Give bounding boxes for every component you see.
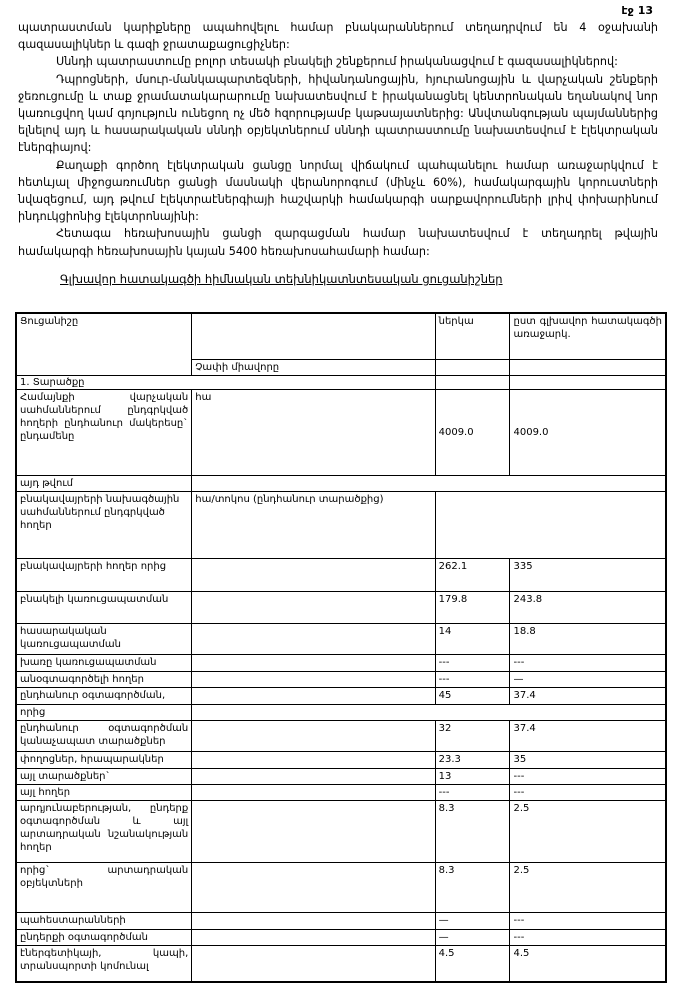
row-proposed: --- bbox=[510, 929, 666, 945]
row-proposed: 37.4 bbox=[510, 720, 666, 751]
table-row bbox=[16, 912, 666, 929]
paragraph: Սննդի պատրաստումը բոլոր տեսակի բնակելի շենքերում իրականացվում է գազասալիկներով: bbox=[56, 55, 618, 69]
header-unit: Չափի միավորը bbox=[192, 359, 435, 375]
row-label: պահեստարանների bbox=[16, 912, 192, 929]
paragraph: Հետագա հեռախոսային ցանցի զարգացման համար նախատեսվում է տեղադրել թվային համակարգի հեռախոսային կայան 5400 հեռախոսահամարի համար: bbox=[18, 227, 658, 258]
row-label: այդ թվում bbox=[16, 475, 192, 491]
row-current: 32 bbox=[435, 720, 510, 751]
table-row bbox=[16, 768, 666, 784]
row-unit bbox=[192, 862, 435, 912]
table-row bbox=[16, 800, 666, 862]
row-proposed: --- bbox=[510, 654, 666, 671]
section-title: 1. Տարածքը bbox=[16, 375, 435, 389]
row-current: 13 bbox=[435, 768, 510, 784]
header-current: ներկա bbox=[435, 313, 510, 359]
row-label: ընդհանուր օգտագործման կանաչապատ տարածքներ bbox=[16, 720, 192, 751]
row-label: այլ տարածքներ` bbox=[16, 768, 192, 784]
row-unit bbox=[192, 784, 435, 800]
row-label: փողոցներ, հրապարակներ bbox=[16, 751, 192, 768]
row-current: 14 bbox=[435, 623, 510, 654]
row-proposed: 18.8 bbox=[510, 623, 666, 654]
row-unit bbox=[192, 751, 435, 768]
header-indicator: Ցուցանիշը bbox=[16, 313, 192, 375]
row-current: 262.1 bbox=[435, 558, 510, 591]
row-label: որից` արտադրական օբյեկտների bbox=[16, 862, 192, 912]
row-proposed: — bbox=[510, 671, 666, 687]
row-unit bbox=[192, 768, 435, 784]
table-row bbox=[16, 945, 666, 982]
table-row bbox=[16, 671, 666, 687]
row-current: 23.3 bbox=[435, 751, 510, 768]
paragraph: պատրաստման կարիքները ապահովելու համար բնակարաններում տեղադրվում են 4 օջախանի գազասալիկներ և գազի ջրատաքացուցիչներ: bbox=[18, 21, 658, 52]
table-row bbox=[16, 720, 666, 751]
row-unit bbox=[192, 800, 435, 862]
row-label: Համայնքի վարչական սահմաններում ընդգրկված հողերի ընդհանուր մակերեսը` ընդամենը bbox=[16, 389, 192, 475]
row-label: բնակավայրերի նախագծային սահմաններում ընդգրկված հողեր bbox=[16, 491, 192, 558]
row-label: ընդերքի օգտագործման bbox=[16, 929, 192, 945]
row-label: հասարակական կառուցապատման bbox=[16, 623, 192, 654]
row-unit bbox=[192, 720, 435, 751]
row-unit bbox=[192, 623, 435, 654]
row-current: 8.3 bbox=[435, 800, 510, 862]
row-proposed: 4.5 bbox=[510, 945, 666, 982]
row-unit: հա bbox=[192, 389, 435, 475]
table-row bbox=[16, 623, 666, 654]
row-current: 179.8 bbox=[435, 591, 510, 623]
row-label: արդյունաբերության, ընդերք օգտագործման և այլ արտադրական նշանակության հողեր bbox=[16, 800, 192, 862]
row-unit bbox=[192, 912, 435, 929]
row-unit bbox=[192, 654, 435, 671]
row-current: --- bbox=[435, 654, 510, 671]
row-current: 8.3 bbox=[435, 862, 510, 912]
table-row bbox=[16, 929, 666, 945]
indicators-table bbox=[15, 312, 667, 983]
row-proposed: 2.5 bbox=[510, 862, 666, 912]
row-current: 4009.0 bbox=[435, 389, 510, 475]
body-text bbox=[18, 19, 658, 260]
row-current: --- bbox=[435, 784, 510, 800]
row-current: — bbox=[435, 929, 510, 945]
row-label: ընդհանուր օգտագործման, bbox=[16, 687, 192, 704]
page-number: էջ 13 bbox=[621, 4, 653, 17]
table-row bbox=[16, 687, 666, 704]
table-row bbox=[16, 591, 666, 623]
row-unit: հա/տոկոս (ընդհանուր տարածքից) bbox=[192, 491, 435, 558]
row-proposed: 4009.0 bbox=[510, 389, 666, 475]
header-blank bbox=[192, 313, 435, 359]
row-proposed: 335 bbox=[510, 558, 666, 591]
row-proposed: --- bbox=[510, 768, 666, 784]
row-proposed: --- bbox=[510, 912, 666, 929]
row-unit bbox=[192, 591, 435, 623]
row-proposed: 37.4 bbox=[510, 687, 666, 704]
row-unit bbox=[192, 671, 435, 687]
row-label: էներգետիկայի, կապի, տրանսպորտի կոմունալ bbox=[16, 945, 192, 982]
table-row bbox=[16, 654, 666, 671]
row-unit bbox=[192, 687, 435, 704]
table-row bbox=[16, 751, 666, 768]
row-current: — bbox=[435, 912, 510, 929]
row-unit bbox=[192, 945, 435, 982]
row-current: 45 bbox=[435, 687, 510, 704]
row-label: որից bbox=[16, 704, 192, 720]
row-unit bbox=[192, 929, 435, 945]
row-current: --- bbox=[435, 671, 510, 687]
header-proposed: ըստ գլխավոր հատակագծի առաջարկ. bbox=[510, 313, 666, 359]
row-label: բնակելի կառուցապատման bbox=[16, 591, 192, 623]
row-proposed: 2.5 bbox=[510, 800, 666, 862]
row-label: անօգտագործելի հողեր bbox=[16, 671, 192, 687]
row-proposed: 35 bbox=[510, 751, 666, 768]
row-current: 4.5 bbox=[435, 945, 510, 982]
paragraph: Քաղաքի գործող էլեկտրական ցանցը նորմալ վիճակում պահպանելու համար առաջարկվում է հետևյալ միջոցառումներ ցանցի մասնակի վերանորոգում (մինչև 60%), համակարգային կորուստների նվազեցում, այդ թվում էլեկտրաէներգիայի հաշվարկի համակարգի սարքավորումների լրիվ փոխարինում ինդուկցիոնից էլեկտրոնայինի: bbox=[18, 158, 658, 224]
table-title: Գլխավոր հատակագծի հիմնական տեխնիկատնտեսական ցուցանիշներ bbox=[60, 272, 503, 286]
paragraph: Դպրոցների, մսուր-մանկապարտեզների, հիվանդանոցային, հյուրանոցային և վարչական շենքերի ջեռուցումը և տաք ջրամատակարարումը նախատեսվում է իրականացնել կենտրոնական եղանակով նոր կառուցվող կամ գոյություն ունեցող ոչ մեծ հզորությամբ կաթսայատներից: Անվտանգության պայմաններից ելնելով այդ և հասարակական սննդի օբյեկտներում սննդի պատրաստումը նախատեսվում է էլեկտրական էներգիայով: bbox=[18, 72, 658, 155]
table-row bbox=[16, 558, 666, 591]
row-proposed: 243.8 bbox=[510, 591, 666, 623]
row-label: խառը կառուցապատման bbox=[16, 654, 192, 671]
row-unit bbox=[192, 558, 435, 591]
table-row bbox=[16, 784, 666, 800]
row-proposed: --- bbox=[510, 784, 666, 800]
table-row bbox=[16, 862, 666, 912]
row-label: այլ հողեր bbox=[16, 784, 192, 800]
row-label: բնակավայրերի հողեր որից bbox=[16, 558, 192, 591]
